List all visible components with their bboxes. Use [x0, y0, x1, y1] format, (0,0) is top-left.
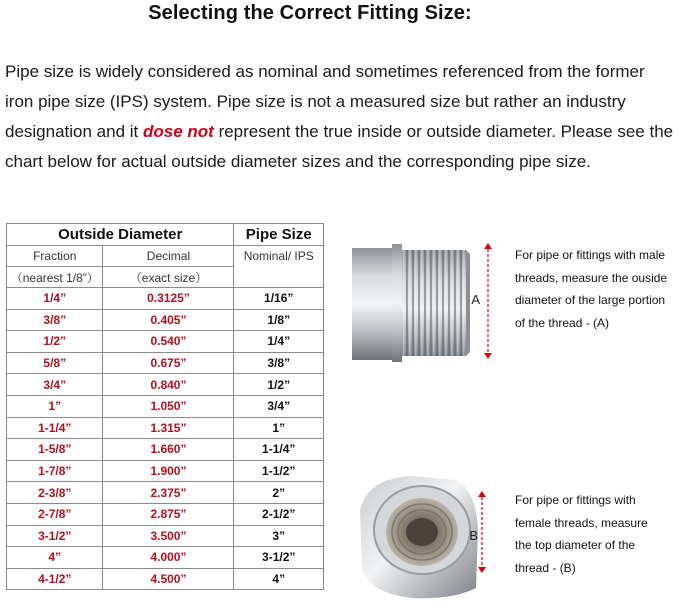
table-row: [7, 439, 324, 461]
male-note-line: diameter of the large portion: [515, 293, 666, 307]
fraction-cell: 1-7/8”: [7, 460, 103, 482]
table-row: [7, 374, 324, 396]
dimension-label-a: A: [471, 292, 480, 307]
decimal-cell: 0.3125”: [103, 288, 234, 310]
female-note-line: female threads, measure: [515, 515, 648, 530]
decimal-cell: 1.050”: [103, 395, 234, 417]
nominal-cell: 1-1/2”: [234, 460, 324, 482]
table-body: [7, 288, 324, 590]
fraction-cell: 3-1/2”: [7, 525, 103, 547]
table-row: [7, 482, 324, 504]
intro-emphasis: dose not: [143, 122, 214, 141]
table-row: [7, 417, 324, 439]
female-note-line: thread - (B): [515, 560, 576, 575]
table-row: [7, 395, 324, 417]
page-title: Selecting the Correct Fitting Size:: [148, 2, 472, 24]
fraction-cell: 1-5/8”: [7, 439, 103, 461]
table-row: [7, 547, 324, 569]
fraction-cell: 5/8”: [7, 352, 103, 374]
female-note-line: For pipe or fittings with: [515, 493, 636, 507]
fraction-subheader: （nearest 1/8”）: [7, 267, 103, 288]
fraction-cell: 2-3/8”: [7, 482, 103, 504]
decimal-cell: 0.405”: [103, 309, 234, 331]
fraction-cell: 4-1/2”: [7, 568, 103, 590]
fitting-body: [352, 248, 396, 360]
nominal-cell: 1/4”: [234, 331, 324, 353]
nominal-cell: 4”: [234, 568, 324, 590]
fraction-cell: 1/2”: [7, 331, 103, 353]
intro-paragraph: [5, 57, 675, 177]
decimal-cell: 4.000”: [103, 547, 234, 569]
arrow-down-icon: [484, 353, 492, 359]
table-group-header-row: [7, 224, 324, 246]
fraction-header: Fraction: [7, 246, 103, 267]
decimal-subheader: （exact size）: [103, 267, 234, 288]
decimal-cell: 2.375”: [103, 482, 234, 504]
decimal-cell: 3.500”: [103, 525, 234, 547]
thread-end: [466, 250, 470, 356]
nominal-cell: 1”: [234, 417, 324, 439]
fraction-cell: 1/4”: [7, 288, 103, 310]
decimal-cell: 2.875”: [103, 503, 234, 525]
dimension-label-b: B: [469, 528, 478, 543]
arrow-up-icon: [484, 243, 492, 249]
table-row: [7, 503, 324, 525]
arrow-down-icon: [478, 567, 486, 573]
male-threads: [402, 250, 466, 356]
table-sub-header-row: [7, 246, 324, 267]
fraction-cell: 1”: [7, 395, 103, 417]
male-note-line: of the thread - (A): [515, 315, 610, 330]
intro-text-start: Pipe size is widely considered as nominal and sometimes referenced from the former iron pipe size (IPS) system. Pipe size is not a measured size but rather an industry designation and it: [5, 62, 645, 141]
fraction-cell: 1-1/4”: [7, 417, 103, 439]
male-thread-note: [515, 244, 667, 334]
decimal-cell: 1.900”: [103, 460, 234, 482]
decimal-cell: 0.675”: [103, 352, 234, 374]
decimal-header: Decimal: [103, 246, 234, 267]
nominal-cell: 1-1/4”: [234, 439, 324, 461]
table-row: [7, 460, 324, 482]
decimal-cell: 1.660”: [103, 439, 234, 461]
fraction-cell: 4”: [7, 547, 103, 569]
nominal-cell: 2”: [234, 482, 324, 504]
nominal-cell: 1/8”: [234, 309, 324, 331]
table-row: [7, 288, 324, 310]
decimal-cell: 4.500”: [103, 568, 234, 590]
bore-center: [406, 518, 438, 546]
nominal-cell: 1/16”: [234, 288, 324, 310]
arrow-up-icon: [478, 491, 486, 497]
nominal-cell: 2-1/2”: [234, 503, 324, 525]
male-thread-fitting-photo: [352, 240, 504, 366]
decimal-cell: 0.540”: [103, 331, 234, 353]
table-row: [7, 331, 324, 353]
fraction-cell: 3/4”: [7, 374, 103, 396]
female-note-line: the top diameter of the: [515, 538, 636, 552]
table-row: [7, 525, 324, 547]
decimal-cell: 0.840”: [103, 374, 234, 396]
intro-text-end: represent the true inside or outside diameter. Please see the chart below for actual outside diameter sizes and the corresponding pipe size.: [5, 122, 674, 171]
table-row: [7, 309, 324, 331]
pipe-size-table: [6, 223, 324, 590]
female-thread-note: [515, 489, 648, 579]
pipe-size-header: Pipe Size: [234, 224, 324, 246]
nominal-cell: 3/4”: [234, 395, 324, 417]
fitting-collar: [392, 244, 402, 362]
nominal-ips-header: Nominal/ IPS: [234, 246, 324, 288]
table-row: [7, 352, 324, 374]
nominal-cell: 3”: [234, 525, 324, 547]
nominal-cell: 1/2”: [234, 374, 324, 396]
fraction-cell: 3/8”: [7, 309, 103, 331]
nominal-cell: 3-1/2”: [234, 547, 324, 569]
female-thread-fitting-photo: [352, 470, 504, 602]
nominal-cell: 3/8”: [234, 352, 324, 374]
male-note-line: For pipe or fittings with male: [515, 248, 666, 262]
table-row: [7, 568, 324, 590]
male-note-line: threads, measure the ouside: [515, 270, 668, 285]
fraction-cell: 2-7/8”: [7, 503, 103, 525]
outside-diameter-header: Outside Diameter: [7, 224, 234, 246]
decimal-cell: 1.315”: [103, 417, 234, 439]
